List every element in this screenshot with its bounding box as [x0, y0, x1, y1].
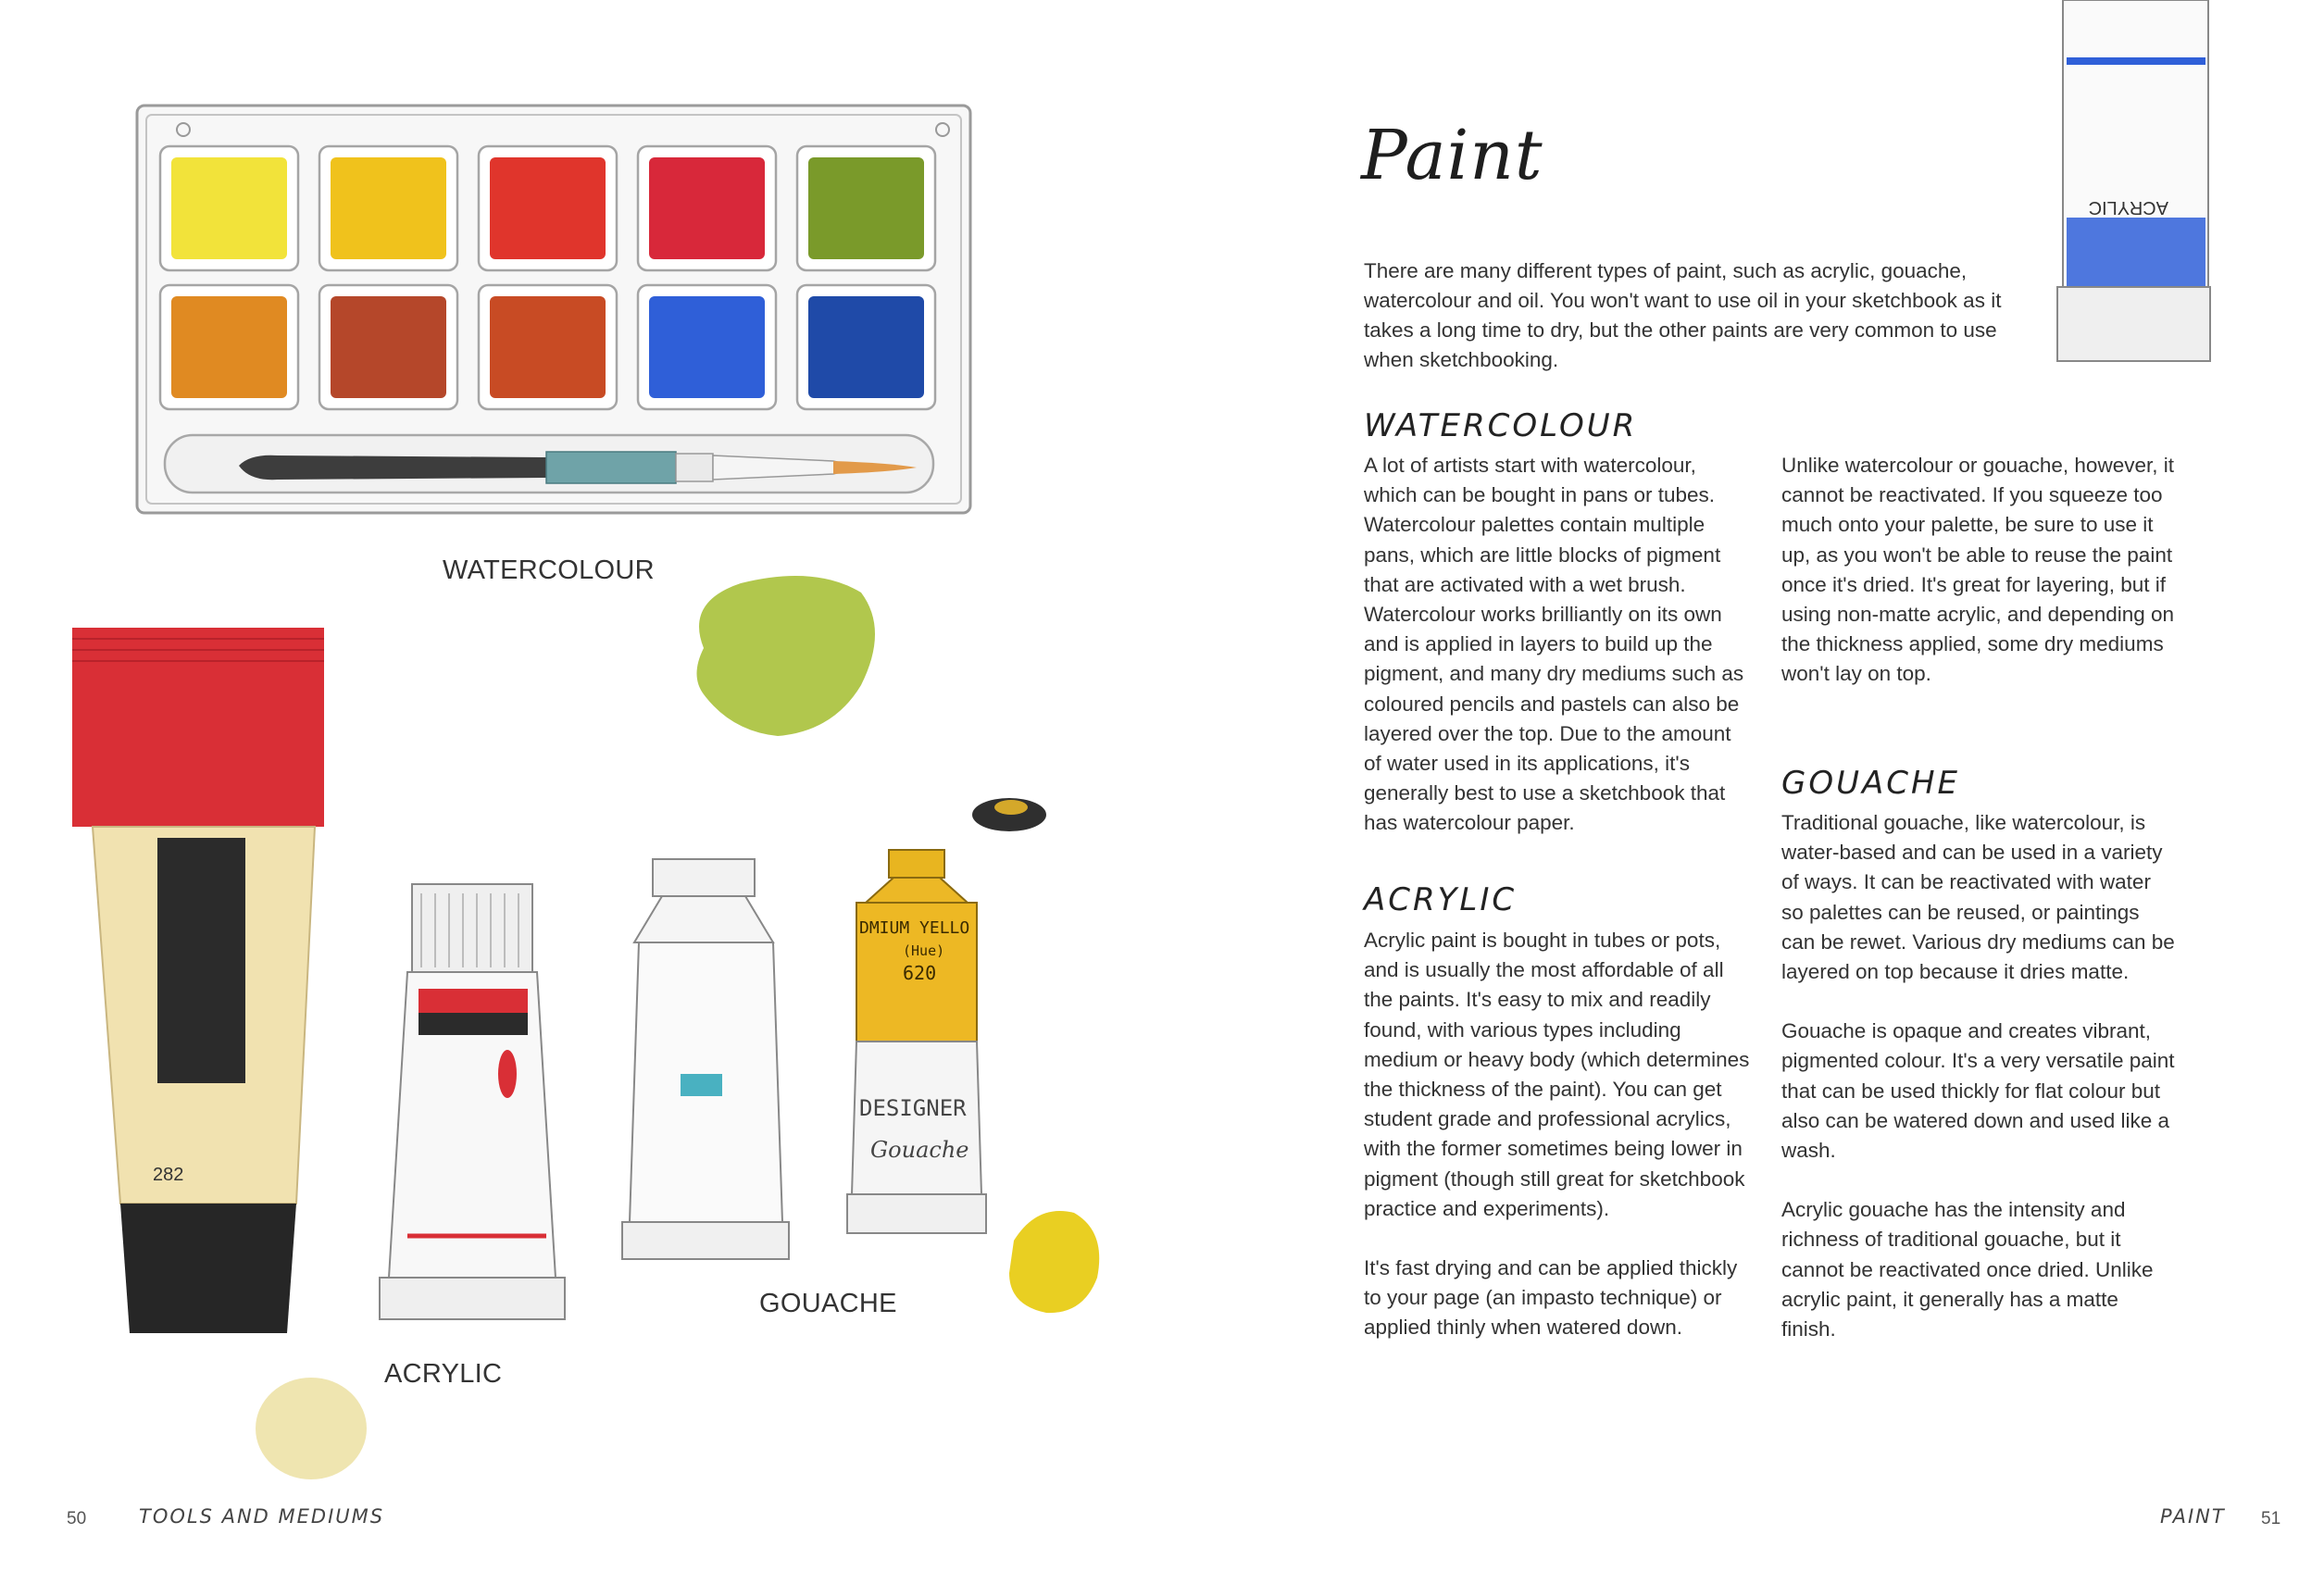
left-page-number: 50	[67, 1509, 87, 1528]
paint-pan	[490, 157, 606, 259]
gouache-tube-label-4: DESIGNER	[859, 1095, 967, 1121]
acrylic-continued-section	[1781, 451, 2175, 719]
paint-pan	[331, 157, 446, 259]
watercolour-palette-illustration	[137, 106, 970, 513]
left-running-head: TOOLS AND MEDIUMS	[139, 1505, 385, 1528]
paint-pan	[171, 296, 287, 398]
acrylic-section	[1364, 926, 1753, 1373]
intro-paragraph: There are many different types of paint, such as acrylic, gouache, watercolour and oil. You won't want to use oil in your sketchbook as it takes a long time to dry, but the other paints are very common to use when sketchbooking.	[1364, 259, 2002, 371]
paint-pan	[171, 157, 287, 259]
gouache-section	[1781, 808, 2175, 1374]
acrylic-label: ACRYLIC	[384, 1359, 503, 1389]
lime-swatch	[697, 576, 876, 736]
paint-pan	[808, 296, 924, 398]
acrylic-paragraph-2: It's fast drying and can be applied thickly to your page (an impasto technique) or applied thinly when watered down.	[1364, 1256, 1738, 1340]
gouache-paragraph-2: Gouache is opaque and creates vibrant, pigmented colour. It's a very versatile paint that can be used thickly for flat colour but also can be watered down and used like a wash.	[1781, 1019, 2175, 1163]
gouache-label: GOUACHE	[759, 1289, 897, 1318]
watercolour-section	[1364, 451, 1753, 868]
paint-pan	[490, 296, 606, 398]
acrylic-paragraph-1: Acrylic paint is bought in tubes or pots, and is usually the most affordable of all the paints. It's easy to mix and readily found, with various types including medium or heavy body (which determines the thickness of the paint). You can get student grade and professional acrylics, with the former sometimes being lower in pigment (though still great for sketchbook practice and experiments).	[1364, 929, 1750, 1220]
paint-pan	[649, 296, 765, 398]
small-acrylic-tube-illustration	[380, 884, 565, 1319]
gouache-paragraph-3: Acrylic gouache has the intensity and richness of traditional gouache, but it cannot be reactivated once dried. Unlike acrylic paint, it generally has a matte finish.	[1781, 1198, 2154, 1341]
right-running-head: PAINT	[2160, 1505, 2226, 1528]
gouache-heading: GOUACHE	[1781, 765, 1961, 802]
gouache-paragraph-1: Traditional gouache, like watercolour, is water-based and can be used in a variety of ways. It can be reactivated with water so palettes can be reused, or paintings can be rewet. Various dry mediums can be layered on top because it dries matte.	[1781, 811, 2175, 984]
page-title: Paint	[1361, 116, 1543, 195]
acrylic-tube-corner-illustration	[2057, 0, 2210, 361]
watercolour-paragraph: A lot of artists start with watercolour, which can be bought in pans or tubes. Watercolour palettes contain multiple pans, which are little blocks of pigment that are activated with a wet brush. Watercolour works brilliantly on its own and is applied in layers to build up the pigment, and many dry mediums such as coloured pencils and pastels can also be layered over the top. Due to the amount of water used in its applications, it's generally best to use a sketchbook that has watercolour paper.	[1364, 454, 1744, 835]
paint-pan	[331, 296, 446, 398]
gouache-tube-label-2: (Hue)	[903, 942, 945, 959]
right-page-number: 51	[2261, 1509, 2281, 1528]
paint-pan	[808, 157, 924, 259]
acrylic-tube-label: ACRYLIC	[2088, 197, 2168, 218]
large-acrylic-tube-illustration	[72, 628, 324, 1333]
watercolour-label: WATERCOLOUR	[443, 555, 655, 585]
paint-pan	[649, 157, 765, 259]
designer-gouache-tube-illustration	[622, 859, 789, 1259]
acrylic-continued-paragraph: Unlike watercolour or gouache, however, it cannot be reactivated. If you squeeze too much onto your palette, be sure to use it up, as you won't be able to reuse the paint once it's dried. It's great for layering, but if using non-matte acrylic, and depending on the thickness applied, some dry mediums won't lay on top.	[1781, 454, 2175, 686]
cream-swatch	[256, 1378, 367, 1479]
acrylic-heading: ACRYLIC	[1364, 881, 1518, 918]
watercolour-heading: WATERCOLOUR	[1364, 407, 1638, 444]
gouache-tube-label-5: Gouache	[870, 1137, 969, 1163]
yellow-swatch	[1009, 1211, 1099, 1313]
gouache-tube-label-3: 620	[903, 962, 937, 984]
gouache-tube-label-1: DMIUM YELLO	[859, 918, 970, 938]
large-tube-label-text: 282	[153, 1165, 184, 1185]
cadmium-yellow-gouache-tube-illustration	[847, 850, 986, 1233]
